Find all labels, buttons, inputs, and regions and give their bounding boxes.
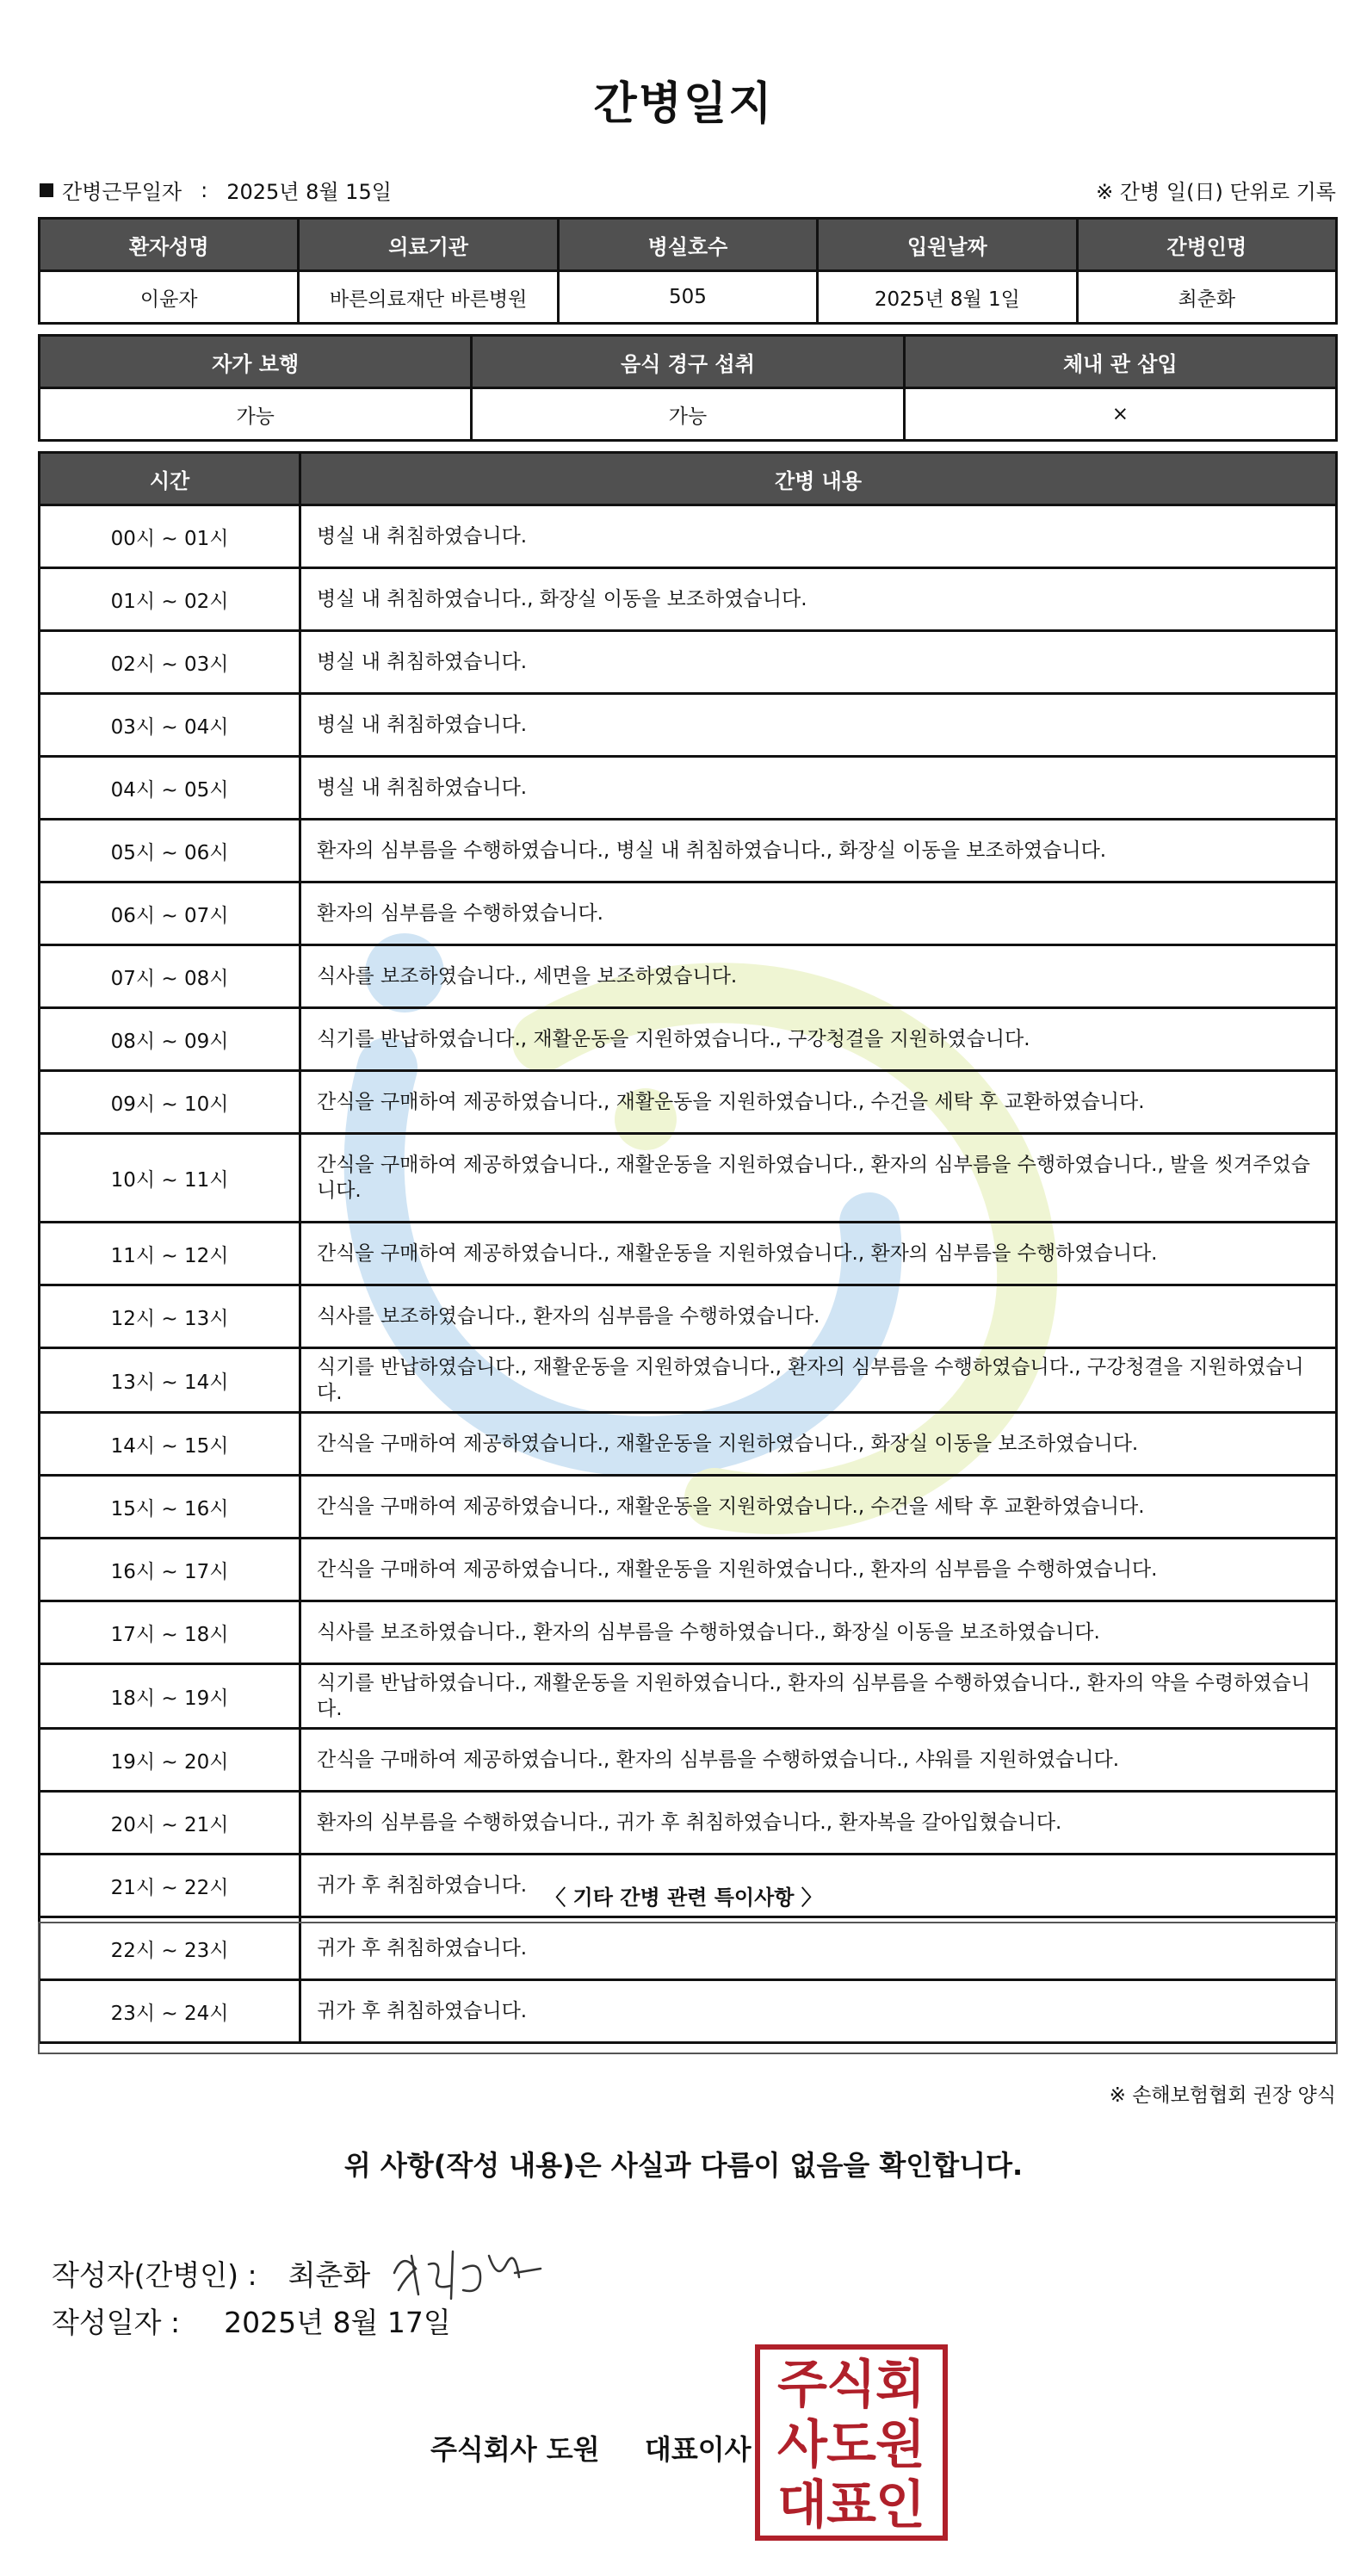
table-row [40, 1792, 1337, 1855]
tube-insertion-value: × [904, 388, 1336, 441]
handwritten-signature-icon [386, 2239, 549, 2307]
self-walking-value: 가능 [40, 388, 472, 441]
header-hospital: 의료기관 [299, 219, 558, 271]
time-slot: 00시 ~ 01시 [40, 505, 300, 568]
table-row [40, 820, 1337, 882]
care-content: 간식을 구매하여 제공하였습니다., 재활운동을 지원하였습니다., 환자의 심부름을 수행하였습니다. [300, 1223, 1337, 1285]
patient-status-table [38, 334, 1338, 442]
notes-title: 〈 기타 간병 관련 특이사항 〉 [545, 1886, 822, 1910]
time-slot: 13시 ~ 14시 [40, 1348, 300, 1413]
care-content: 식사를 보조하였습니다., 환자의 심부름을 수행하였습니다., 화장실 이동을 보조하였습니다. [300, 1601, 1337, 1664]
table-row [40, 1071, 1337, 1134]
time-slot: 17시 ~ 18시 [40, 1601, 300, 1664]
room-number: 505 [558, 271, 817, 324]
svg-text:주: 주 [777, 2355, 827, 2415]
hospital-name: 바른의료재단 바른병원 [299, 271, 558, 324]
header-self-walking: 자가 보행 [40, 336, 472, 388]
work-date-value: 2025년 8월 15일 [226, 180, 392, 204]
table-row [40, 388, 1337, 441]
company-name: 주식회사 도원 [430, 2433, 600, 2466]
header-caregiver-name: 간병인명 [1077, 219, 1336, 271]
care-content: 환자의 심부름을 수행하였습니다., 귀가 후 취침하였습니다., 환자복을 갈아입혔습니다. [300, 1792, 1337, 1855]
care-content: 귀가 후 취침하였습니다. [300, 1980, 1337, 2043]
time-slot: 14시 ~ 15시 [40, 1413, 300, 1476]
table-row [40, 568, 1337, 631]
header-admission-date: 입원날짜 [818, 219, 1077, 271]
time-slot: 01시 ~ 02시 [40, 568, 300, 631]
svg-text:대: 대 [777, 2475, 827, 2536]
time-slot: 20시 ~ 21시 [40, 1792, 300, 1855]
care-content: 식사를 보조하였습니다., 환자의 심부름을 수행하였습니다. [300, 1285, 1337, 1348]
table-header-row [40, 453, 1337, 505]
time-slot: 06시 ~ 07시 [40, 882, 300, 945]
care-content: 식기를 반납하였습니다., 재활운동을 지원하였습니다., 구강청결을 지원하였습니다. [300, 1008, 1337, 1071]
care-content: 병실 내 취침하였습니다. [300, 505, 1337, 568]
svg-text:도: 도 [826, 2415, 876, 2475]
header-oral-intake: 음식 경구 섭취 [472, 336, 904, 388]
time-slot: 10시 ~ 11시 [40, 1134, 300, 1223]
table-row [40, 694, 1337, 757]
care-log-table [38, 451, 1338, 2044]
table-row [40, 1539, 1337, 1601]
table-row [40, 1223, 1337, 1285]
time-slot: 09시 ~ 10시 [40, 1071, 300, 1134]
svg-text:식: 식 [826, 2355, 876, 2415]
company-line [430, 2428, 752, 2468]
care-content: 식기를 반납하였습니다., 재활운동을 지원하였습니다., 환자의 심부름을 수행하였습니다., 구강청결을 지원하였습니다. [300, 1348, 1337, 1413]
table-row [40, 505, 1337, 568]
care-content: 간식을 구매하여 제공하였습니다., 재활운동을 지원하였습니다., 환자의 심부름을 수행하였습니다., 발을 씻겨주었습니다. [300, 1134, 1337, 1223]
time-slot: 23시 ~ 24시 [40, 1980, 300, 2043]
care-content: 간식을 구매하여 제공하였습니다., 재활운동을 지원하였습니다., 수건을 세탁 후 교환하였습니다. [300, 1476, 1337, 1539]
care-content: 식사를 보조하였습니다., 세면을 보조하였습니다. [300, 945, 1337, 1008]
table-row [40, 1285, 1337, 1348]
page-title: 간병일지 [593, 78, 774, 130]
oral-intake-value: 가능 [472, 388, 904, 441]
company-seal-icon [754, 2344, 949, 2542]
care-content: 귀가 후 취침하였습니다. [300, 1917, 1337, 1980]
header-patient-name: 환자성명 [40, 219, 299, 271]
header-time: 시간 [40, 453, 300, 505]
care-content: 귀가 후 취침하였습니다. [300, 1855, 1337, 1917]
care-content: 간식을 구매하여 제공하였습니다., 재활운동을 지원하였습니다., 수건을 세탁 후 교환하였습니다. [300, 1071, 1337, 1134]
svg-text:표: 표 [826, 2475, 876, 2536]
svg-text:사: 사 [777, 2415, 827, 2475]
time-slot: 16시 ~ 17시 [40, 1539, 300, 1601]
time-slot: 11시 ~ 12시 [40, 1223, 300, 1285]
notes-box [38, 1922, 1338, 2054]
care-content: 병실 내 취침하였습니다. [300, 631, 1337, 694]
admission-date: 2025년 8월 1일 [818, 271, 1077, 324]
time-slot: 12시 ~ 13시 [40, 1285, 300, 1348]
care-content: 병실 내 취침하였습니다. [300, 757, 1337, 820]
table-row [40, 1601, 1337, 1664]
care-log-rows [40, 505, 1337, 2043]
unit-note: ※ 간병 일(日) 단위로 기록 [1096, 180, 1336, 204]
care-content: 식기를 반납하였습니다., 재활운동을 지원하였습니다., 환자의 심부름을 수행하였습니다., 환자의 약을 수령하였습니다. [300, 1664, 1337, 1729]
time-slot: 15시 ~ 16시 [40, 1476, 300, 1539]
care-content: 환자의 심부름을 수행하였습니다., 병실 내 취침하였습니다., 화장실 이동을 보조하였습니다. [300, 820, 1337, 882]
time-slot: 05시 ~ 06시 [40, 820, 300, 882]
time-slot: 18시 ~ 19시 [40, 1664, 300, 1729]
time-slot: 02시 ~ 03시 [40, 631, 300, 694]
table-row [40, 1413, 1337, 1476]
table-row [40, 945, 1337, 1008]
table-row [40, 1476, 1337, 1539]
work-date [40, 175, 392, 205]
confirm-statement: 위 사항(작성 내용)은 사실과 다름이 없음을 확인합니다. [343, 2149, 1024, 2182]
table-row [40, 1348, 1337, 1413]
table-row [40, 1134, 1337, 1223]
table-row [40, 1664, 1337, 1729]
table-row [40, 271, 1337, 324]
time-slot: 19시 ~ 20시 [40, 1729, 300, 1792]
square-bullet-icon [40, 183, 53, 197]
table-row [40, 757, 1337, 820]
care-content: 환자의 심부름을 수행하였습니다. [300, 882, 1337, 945]
patient-name: 이윤자 [40, 271, 299, 324]
caregiver-name: 최춘화 [1077, 271, 1336, 324]
svg-text:인: 인 [875, 2475, 925, 2536]
table-header-row [40, 336, 1337, 388]
patient-info-table [38, 217, 1338, 325]
table-header-row [40, 219, 1337, 271]
written-date-value: 2025년 8월 17일 [224, 2306, 451, 2339]
time-slot: 21시 ~ 22시 [40, 1855, 300, 1917]
time-slot: 03시 ~ 04시 [40, 694, 300, 757]
care-content: 간식을 구매하여 제공하였습니다., 재활운동을 지원하였습니다., 환자의 심부름을 수행하였습니다. [300, 1539, 1337, 1601]
care-content: 병실 내 취침하였습니다. [300, 694, 1337, 757]
time-slot: 08시 ~ 09시 [40, 1008, 300, 1071]
writer-name: 최춘화 [288, 2257, 371, 2292]
care-content: 간식을 구매하여 제공하였습니다., 환자의 심부름을 수행하였습니다., 샤워를 지원하였습니다. [300, 1729, 1337, 1792]
header-care-content: 간병 내용 [300, 453, 1337, 505]
care-content: 간식을 구매하여 제공하였습니다., 재활운동을 지원하였습니다., 화장실 이동을 보조하였습니다. [300, 1413, 1337, 1476]
header-tube-insertion: 체내 관 삽입 [904, 336, 1336, 388]
work-date-label: 간병근무일자 [62, 180, 182, 204]
table-row [40, 1008, 1337, 1071]
time-slot: 22시 ~ 23시 [40, 1917, 300, 1980]
company-title: 대표이사 [644, 2433, 752, 2466]
table-row [40, 882, 1337, 945]
table-row [40, 1729, 1337, 1792]
svg-text:회: 회 [875, 2355, 925, 2415]
written-date-label: 작성일자 : [52, 2306, 181, 2339]
writer-label: 작성자(간병인) : [52, 2257, 257, 2292]
header-room: 병실호수 [558, 219, 817, 271]
time-slot: 04시 ~ 05시 [40, 757, 300, 820]
work-date-colon: : [201, 177, 208, 202]
written-date-line [52, 2300, 451, 2341]
care-content: 병실 내 취침하였습니다., 화장실 이동을 보조하였습니다. [300, 568, 1337, 631]
writer-line [52, 2239, 549, 2307]
time-slot: 07시 ~ 08시 [40, 945, 300, 1008]
table-row [40, 631, 1337, 694]
recommend-note: ※ 손해보험협회 권장 양식 [1109, 2084, 1336, 2107]
svg-text:원: 원 [875, 2415, 925, 2475]
